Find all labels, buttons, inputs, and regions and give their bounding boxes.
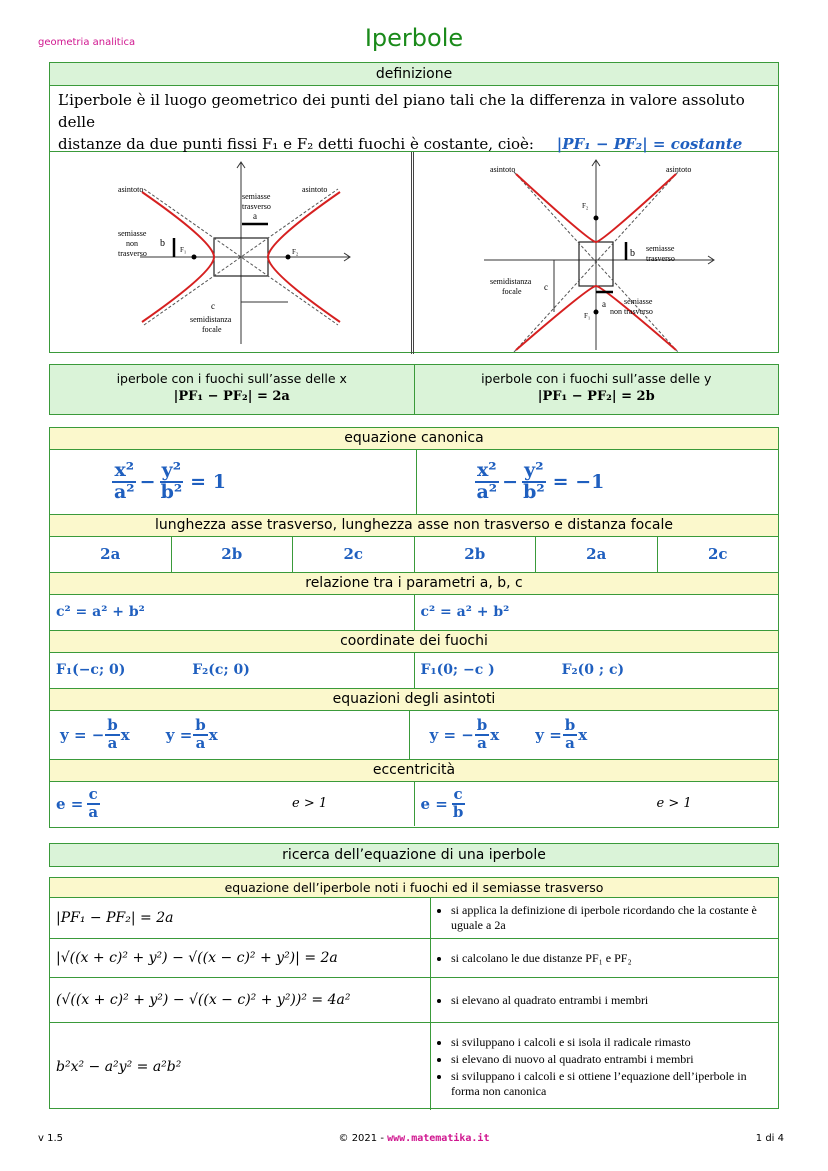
search-row	[50, 1022, 778, 1110]
eccentricity-condition: e > 1	[656, 796, 692, 811]
type-x	[50, 365, 414, 414]
search-steps: • si calcolano le due distanze PF₁ e PF₂	[430, 939, 778, 977]
foci-right: F₁(0; −c ) F₂(0 ; c)	[414, 653, 779, 688]
f1-label: F₁	[584, 312, 591, 320]
definition-text	[50, 86, 778, 151]
b-label: b	[630, 248, 635, 259]
eccentricity-row	[50, 781, 778, 826]
site-link[interactable]: www.matematika.it	[387, 1133, 490, 1144]
semidistanza-label-1: semidistanza	[490, 277, 532, 286]
topic-label: geometria analitica	[38, 37, 136, 48]
equation-heading: equazione canonica	[50, 428, 778, 449]
type-x-label: iperbole con i fuochi sull’asse delle x	[116, 371, 347, 386]
search-formula: (√((x + c)² + y²) − √((x − c)² + y²))² = 4a²	[56, 992, 351, 1008]
asymptote-label-right: asintoto	[666, 165, 692, 174]
focus-f2	[594, 216, 599, 221]
equation-x-rhs: = 1	[190, 471, 226, 493]
f1-label: F₁	[180, 246, 187, 254]
length-cell: 2c	[292, 537, 414, 572]
focus-f1	[192, 255, 197, 260]
type-y	[414, 365, 779, 414]
figures-row	[50, 151, 778, 354]
foci-heading: coordinate dei fuochi	[50, 630, 778, 652]
equation-y: $\frac{\text{x²}}{\text{a²}}$ − $\frac{\text{y²}}{\text{b²}}$ = −1	[416, 450, 779, 514]
types-box	[49, 364, 779, 415]
search-row	[50, 977, 778, 1022]
asymptotes-row	[50, 710, 778, 759]
relation-left: c² = a² + b²	[56, 604, 145, 620]
equation-row	[50, 449, 778, 514]
c-label: c	[211, 301, 215, 311]
definition-box	[49, 62, 779, 353]
footer-copyright: © 2021 - www.matematika.it	[338, 1133, 490, 1144]
semiaxis-label-1: semiasse	[242, 192, 271, 201]
foci-left: F₁(−c; 0) F₂(c; 0)	[56, 662, 250, 678]
semidistanza-label-2: focale	[502, 287, 522, 296]
page-title: Iperbole	[364, 24, 464, 52]
definition-formula: |PF₁ − PF₂| = costante	[556, 134, 743, 153]
semiaxis-label-2: trasverso	[646, 254, 675, 263]
foci-row	[50, 652, 778, 688]
search-formula: |PF₁ − PF₂| = 2a	[56, 910, 174, 926]
non-trasverso-label-1: semiasse	[118, 229, 147, 238]
definition-heading: definizione	[50, 63, 778, 86]
search-steps: • si elevano al quadrato entrambi i membri	[430, 978, 778, 1022]
asymptote-label-right: asintoto	[302, 185, 328, 194]
c-label: c	[544, 282, 548, 292]
asymptote-label-left: asintoto	[490, 165, 516, 174]
length-cell: 2a	[535, 537, 657, 572]
asymptotes-heading: equazioni degli asintoti	[50, 688, 778, 710]
relation-heading: relazione tra i parametri a, b, c	[50, 572, 778, 594]
asymptotes-right: y = − $\frac{b}{a}$ x y = $\frac{b}{a}$ x	[409, 711, 779, 759]
length-cell: 2c	[657, 537, 779, 572]
non-trasverso-label-1: semiasse	[624, 297, 653, 306]
eccentricity-heading: eccentricità	[50, 759, 778, 781]
definition-line-1: L’iperbole è il luogo geometrico dei punti del piano tali che la differenza in valore assoluto delle	[58, 91, 745, 131]
lengths-heading: lunghezza asse trasverso, lunghezza asse non trasverso e distanza focale	[50, 514, 778, 536]
non-trasverso-label-2: non trasverso	[610, 307, 653, 316]
semidistanza-label-2: focale	[202, 325, 222, 334]
f2-label: F₂	[292, 248, 299, 256]
semiaxis-label-1: semiasse	[646, 244, 675, 253]
a-label: a	[602, 299, 606, 309]
eccentricity-condition: e > 1	[292, 796, 328, 811]
b-label: b	[160, 238, 165, 249]
properties-table	[49, 427, 779, 828]
focus-f1	[594, 310, 599, 315]
search-table	[49, 877, 779, 1109]
relation-row	[50, 594, 778, 630]
search-formula: b²x² − a²y² = a²b²	[56, 1058, 182, 1075]
search-formula: |√((x + c)² + y²) − √((x − c)² + y²)| = 2a	[56, 950, 338, 966]
version-label: v 1.5	[38, 1133, 63, 1144]
asymptote-label-left: asintoto	[118, 185, 144, 194]
equation-y-rhs: = −1	[552, 471, 605, 493]
non-trasverso-label-2: non	[126, 239, 138, 248]
eccentricity-left: e = $\frac{c}{a}$ e > 1	[56, 785, 328, 821]
search-steps: • si sviluppano i calcoli e si isola il radicale rimasto • si elevano di nuovo al quadrato entrambi i membri • si sviluppano i calcoli e si ottiene l’equazione dell’iperbole in forma non canonica	[430, 1023, 778, 1110]
f2-label: F₂	[582, 202, 589, 210]
eccentricity-right: e = $\frac{c}{b}$ e > 1	[414, 782, 779, 826]
equation-x: $\frac{\text{x²}}{\text{a²}}$ − $\frac{\text{y²}}{\text{b²}}$ = 1	[114, 459, 226, 503]
search-row	[50, 897, 778, 938]
definition-line-2: distanze da due punti fissi F₁ e F₂ detti fuochi è costante, cioè: |PF₁ − PF₂| = costante	[58, 134, 743, 153]
semiaxis-label-2: trasverso	[242, 202, 271, 211]
search-subheading: equazione dell’iperbole noti i fuochi ed il semiasse trasverso	[50, 878, 778, 897]
figure-x-axis	[50, 152, 414, 354]
search-row	[50, 938, 778, 977]
relation-right: c² = a² + b²	[414, 595, 779, 630]
type-x-formula: |PF₁ − PF₂| = 2a	[173, 389, 290, 404]
type-y-label: iperbole con i fuochi sull’asse delle y	[481, 371, 712, 386]
figure-y-axis	[414, 152, 778, 354]
semiaxis-a: a	[253, 211, 257, 221]
search-steps: • si applica la definizione di iperbole ricordando che la costante è uguale a 2a	[430, 898, 778, 938]
search-heading: ricerca dell’equazione di una iperbole	[49, 843, 779, 867]
type-y-formula: |PF₁ − PF₂| = 2b	[537, 389, 655, 404]
length-cell: 2b	[414, 537, 536, 572]
focus-f2	[286, 255, 291, 260]
asymptotes-left: y = − $\frac{b}{a}$ x y = $\frac{b}{a}$ x	[60, 716, 218, 752]
hyperbola-y-diagram	[414, 152, 776, 352]
non-trasverso-label-3: trasverso	[118, 249, 147, 258]
hyperbola-x-diagram	[50, 152, 412, 352]
lengths-row	[50, 536, 778, 572]
length-cell: 2b	[171, 537, 293, 572]
page-number: 1 di 4	[755, 1133, 784, 1144]
semidistanza-label-1: semidistanza	[190, 315, 232, 324]
length-cell: 2a	[100, 545, 121, 563]
